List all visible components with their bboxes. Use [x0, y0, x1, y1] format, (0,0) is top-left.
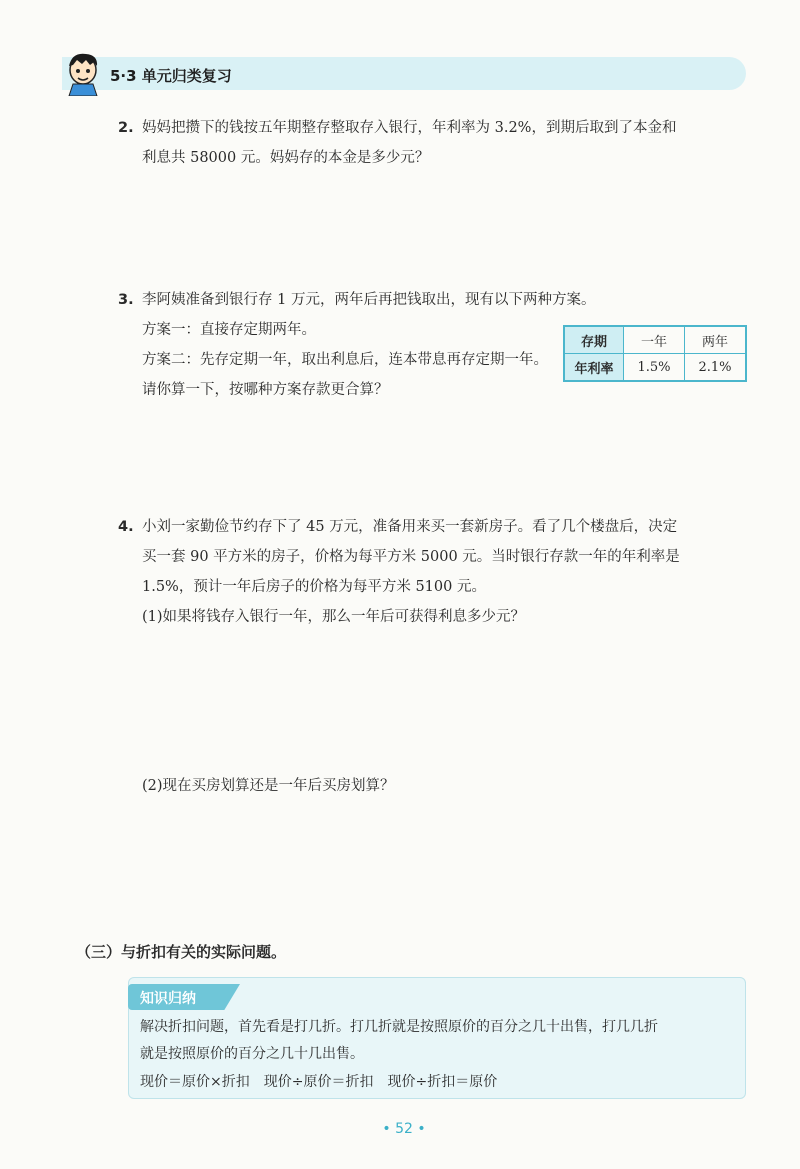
page-number: • 52 • [382, 1121, 426, 1137]
table-header-cell: 年利率 [564, 354, 624, 382]
sub-question-2 [142, 771, 395, 801]
question-text: 1.5%，预计一年后房子的价格为每平方米 5100 元。 [142, 579, 486, 595]
question-prompt: 请你算一下，按哪种方案存款更合算？ [142, 382, 389, 398]
question-3 [118, 285, 595, 405]
table-cell: 两年 [685, 326, 747, 354]
question-2 [118, 113, 676, 173]
question-number: 4. [118, 519, 134, 535]
knowledge-tab-label: 知识归纳 [140, 991, 196, 1007]
question-text: 小刘一家勤俭节约存下了 45 万元，准备用来买一套新房子。看了几个楼盘后，决定 [142, 519, 678, 535]
table-cell: 一年 [624, 326, 685, 354]
knowledge-text: 就是按照原价的百分之几十几出售。 [140, 1046, 364, 1062]
table-cell: 2.1% [685, 354, 747, 382]
table-header-cell: 存期 [564, 326, 624, 354]
plan-one: 方案一：直接存定期两年。 [142, 322, 316, 338]
question-4 [118, 512, 680, 632]
interest-rate-table [563, 325, 747, 382]
table-row [564, 354, 746, 382]
sub-question-1: (1)如果将钱存入银行一年，那么一年后可获得利息多少元？ [142, 609, 526, 625]
formula-text: 现价＝原价×折扣 现价÷原价＝折扣 现价÷折扣＝原价 [140, 1074, 498, 1090]
question-number: 3. [118, 292, 134, 308]
boy-mascot-icon [64, 50, 102, 96]
question-text: 买一套 90 平方米的房子，价格为每平方米 5000 元。当时银行存款一年的年利率是 [142, 549, 680, 565]
question-text: 妈妈把攒下的钱按五年期整存整取存入银行，年利率为 3.2%，到期后取到了本金和 [142, 120, 677, 136]
question-text: (2)现在买房划算还是一年后买房划算？ [142, 778, 395, 794]
section-title: （三）与折扣有关的实际问题。 [76, 943, 287, 961]
question-text: 利息共 58000 元。妈妈存的本金是多少元？ [142, 150, 430, 166]
question-text: 李阿姨准备到银行存 1 万元，两年后再把钱取出，现有以下两种方案。 [142, 292, 596, 308]
unit-review-title: 5·3 单元归类复习 [110, 67, 232, 85]
table-row [564, 326, 746, 354]
plan-two: 方案二：先存定期一年，取出利息后，连本带息再存定期一年。 [142, 352, 548, 368]
table-cell: 1.5% [624, 354, 685, 382]
question-number: 2. [118, 120, 134, 136]
knowledge-text: 解决折扣问题，首先看是打几折。打几折就是按照原价的百分之几十出售，打几几折 [140, 1019, 658, 1035]
